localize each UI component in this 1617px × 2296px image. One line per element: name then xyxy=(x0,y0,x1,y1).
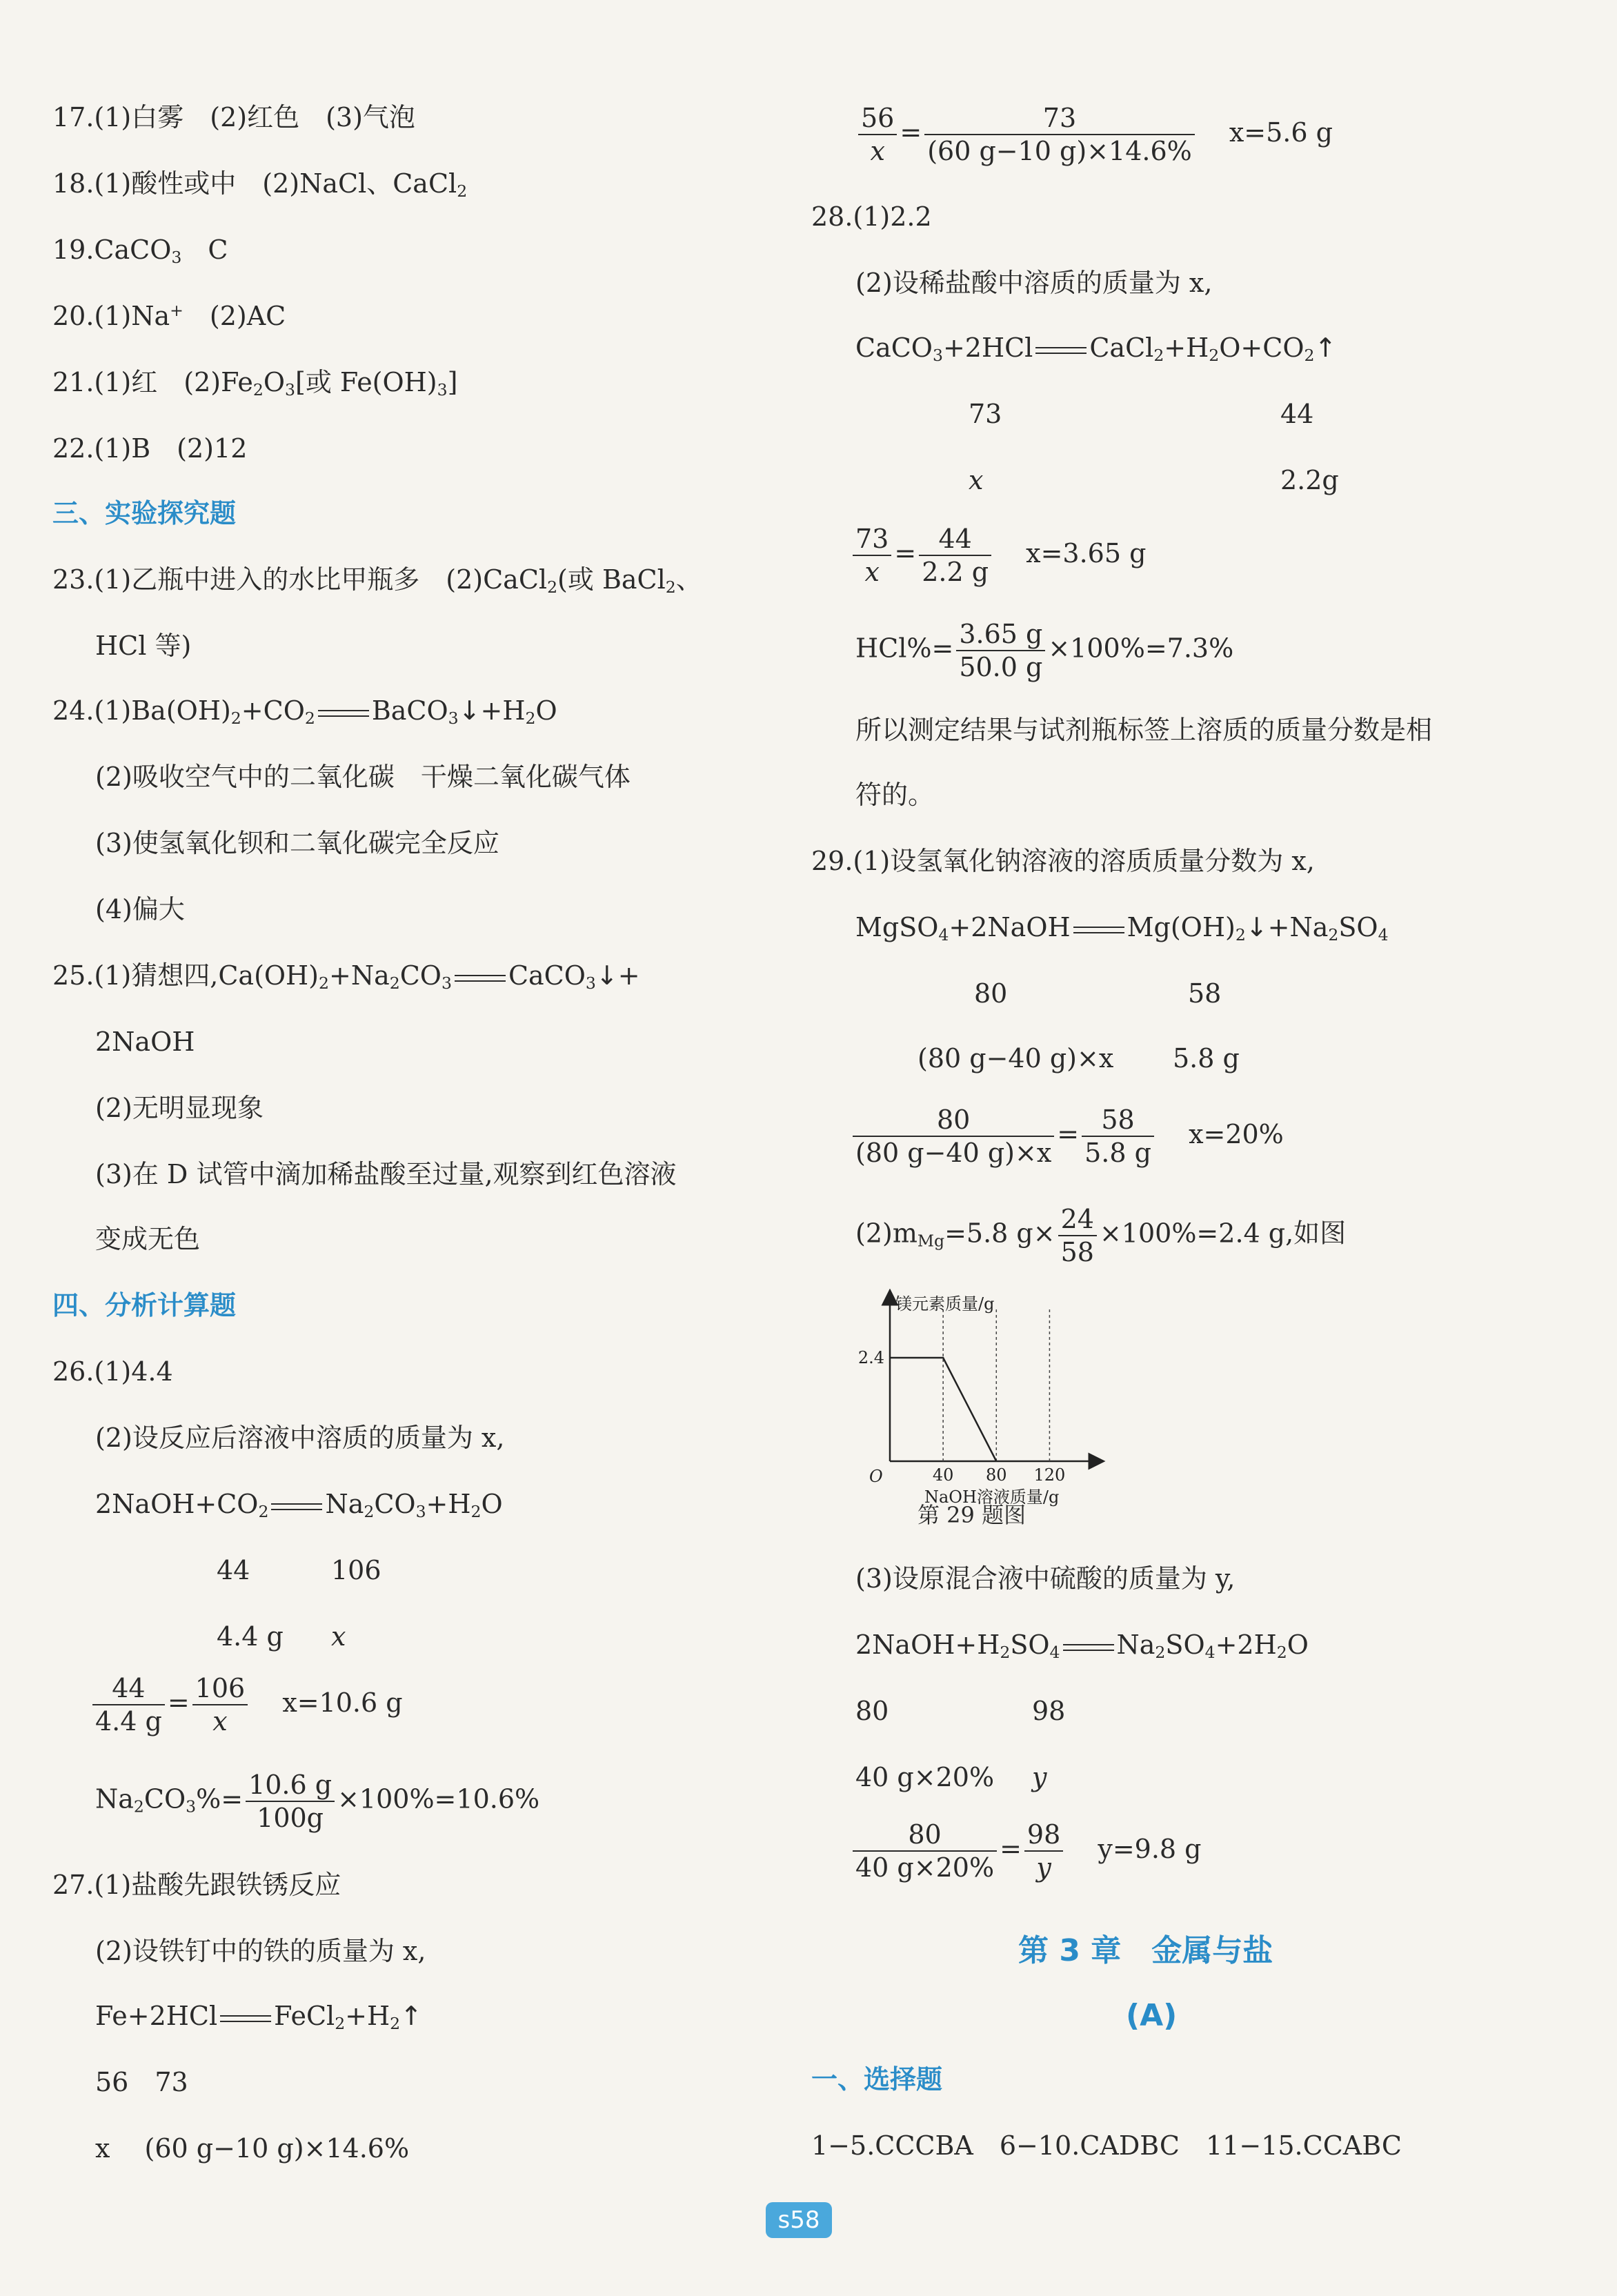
fraction: $\frac{10.6 g}{100g}$ xyxy=(246,1769,335,1834)
x-tick-label-120: 120 xyxy=(1033,1465,1066,1485)
chapter-title: 第 3 章 金属与盐 xyxy=(1018,1933,1273,1968)
fraction: $\frac{24}{58}$ xyxy=(1058,1203,1097,1268)
percent-26: $Na_2CO_3\%=$ $\frac{10.6 g}{100g}$ ×100%=10.6% xyxy=(95,1770,540,1833)
fraction: $\frac{44}{2.2 g}$ xyxy=(919,523,991,588)
ratio-29-h: y xyxy=(1032,1762,1047,1792)
answer-21: 21.(1)红 $(2)Fe_2O_3$[或 $Fe(OH)_3$] xyxy=(52,367,458,399)
proportion-26: $\frac{44}{4.4 g}$ = $\frac{106}{x}$ x=10.6 g xyxy=(90,1672,403,1737)
ratio-27-b: x (60 g−10 g)×14.6% xyxy=(95,2133,410,2164)
ratio-27-a: 56 73 xyxy=(95,2067,188,2097)
answer-29-equation2: $2NaOH+H_2SO_4$ $Na_2SO_4+2H_2O$ xyxy=(855,1630,1309,1662)
page-number-badge: s58 xyxy=(766,2202,832,2238)
section-heading-choice: 一、选择题 xyxy=(811,2064,943,2095)
chart-caption: 第 29 题图 xyxy=(917,1502,1026,1528)
ratio-28-d: 2.2g xyxy=(1280,465,1339,495)
answer-28-equation: CaCO$_3$+2HCl $CaCl_2+H_2O+CO_2↑$ xyxy=(855,333,1337,365)
answer-25-part3-cont: 变成无色 xyxy=(95,1224,201,1254)
fraction: $\frac{80}{40 g\times 20\%}$ xyxy=(853,1819,997,1883)
answer-29-equation: MgSO$_4$+2NaOH $Mg(OH)_2↓+Na_2SO_4$ xyxy=(855,912,1389,944)
x-axis-label: NaOH溶液质量/g xyxy=(924,1487,1060,1507)
ratio-28-b: 44 xyxy=(1280,399,1314,429)
answer-23-line2: HCl 等) xyxy=(95,631,192,661)
section-heading-experiment: 三、实验探究题 xyxy=(52,498,237,528)
answer-28-part2: (2)设稀盐酸中溶质的质量为 x, xyxy=(855,268,1213,298)
fraction: $\frac{44}{4.4 g}$ xyxy=(92,1672,165,1737)
answer-22: 22.(1)B (2)12 xyxy=(52,433,248,464)
answer-27-part1: 27.(1)盐酸先跟铁锈反应 xyxy=(52,1870,341,1900)
fraction: $\frac{56}{x}$ xyxy=(858,102,897,167)
answer-25-line2: 2NaOH xyxy=(95,1027,195,1057)
answer-23-line1: 23.(1)乙瓶中进入的水比甲瓶多 (2)CaCl$_2$(或 BaCl$_2$、 xyxy=(52,564,702,597)
proportion-27: $\frac{56}{x}$ = $\frac{73}{(60 g-10 g)\times 14.6\%}$ x=5.6 g xyxy=(855,102,1333,167)
fraction: $\frac{106}{x}$ xyxy=(192,1672,248,1737)
fraction: $\frac{58}{5.8 g}$ xyxy=(1082,1104,1154,1169)
fraction: $\frac{80}{(80 g-40 g)\times x}$ xyxy=(853,1104,1054,1169)
answer-25-part2: (2)无明显现象 xyxy=(95,1093,264,1123)
answer-18: 18.(1)酸性或中 (2)NaCl、CaCl$_2$ xyxy=(52,168,468,201)
origin-label: O xyxy=(869,1467,883,1486)
fraction: $\frac{73}{x}$ xyxy=(853,523,891,588)
ratio-26-d: x xyxy=(331,1621,346,1652)
answer-26-equation: $2NaOH+CO_2$ $Na_2CO_3+H_2O$ xyxy=(95,1489,503,1521)
answer-19: 19.CaCO$_3$ C xyxy=(52,235,228,267)
answer-28-conclusion-cont: 符的。 xyxy=(855,780,935,810)
section-heading-calculation: 四、分析计算题 xyxy=(52,1290,237,1320)
answer-29-part1: 29.(1)设氢氧化钠溶液的溶质质量分数为 x, xyxy=(811,846,1315,876)
ratio-26-b: 106 xyxy=(331,1555,381,1585)
answer-24-equation: $24.(1)Ba(OH)_2+CO_2$ $BaCO_3↓+H_2O$ xyxy=(52,695,557,728)
x-tick-label-40: 40 xyxy=(932,1465,954,1485)
proportion-29-b: $\frac{80}{40 g\times 20\%}$ = $\frac{98}{y}$ y=9.8 g xyxy=(850,1819,1202,1883)
x-tick-label-80: 80 xyxy=(986,1465,1007,1485)
y-tick-label-2.4: 2.4 xyxy=(857,1348,884,1367)
ratio-29-d: 5.8 g xyxy=(1173,1043,1240,1073)
ratio-29-e: 80 xyxy=(855,1696,889,1726)
answer-27-equation: Fe+2HCl $FeCl_2+H_2↑$ xyxy=(95,2001,422,2033)
answer-24-part3: (3)使氢氧化钡和二氧化碳完全反应 xyxy=(95,828,499,858)
ratio-28-c: x xyxy=(969,465,984,495)
magnesium-mass-chart xyxy=(849,1289,1111,1523)
answer-27-part2: (2)设铁钉中的铁的质量为 x, xyxy=(95,1936,426,1966)
answer-28-part1: 28.(1)2.2 xyxy=(811,201,932,232)
answer-25-line1: 25.(1)猜想四$,Ca(OH)_2+Na_2CO_3$ CaCO$_3$↓+ xyxy=(52,960,640,993)
chapter-part-label: (A) xyxy=(1126,1998,1178,2033)
fraction: $\frac{98}{y}$ xyxy=(1024,1819,1063,1883)
answer-26-part1: 26.(1)4.4 xyxy=(52,1356,173,1387)
fraction: $\frac{3.65 g}{50.0 g}$ xyxy=(956,618,1045,683)
percent-28: HCl%= $\frac{3.65 g}{50.0 g}$ ×100%=7.3% xyxy=(855,619,1234,682)
ratio-26-a: 44 xyxy=(217,1555,250,1585)
ratio-29-g: 40 g×20% xyxy=(855,1762,995,1792)
ratio-29-f: 98 xyxy=(1032,1696,1066,1726)
ratio-29-a: 80 xyxy=(974,978,1008,1009)
answer-20: 20.(1)Na+ (2)AC xyxy=(52,301,286,331)
ratio-29-b: 58 xyxy=(1188,978,1222,1009)
answer-29-part3: (3)设原混合液中硫酸的质量为 y, xyxy=(855,1563,1236,1594)
ratio-29-c: (80 g−40 g)×x xyxy=(917,1043,1114,1073)
ratio-26-c: 4.4 g xyxy=(217,1621,284,1652)
answer-24-part2: (2)吸收空气中的二氧化碳 干燥二氧化碳气体 xyxy=(95,762,631,792)
answer-25-part3: (3)在 D 试管中滴加稀盐酸至过量,观察到红色溶液 xyxy=(95,1159,677,1189)
y-axis-label: 镁元素质量/g xyxy=(895,1294,995,1314)
answer-24-part4: (4)偏大 xyxy=(95,894,185,924)
answer-17: 17.(1)白雾 (2)红色 (3)气泡 xyxy=(52,102,415,132)
fraction: $\frac{73}{(60 g-10 g)\times 14.6\%}$ xyxy=(924,102,1195,167)
ratio-28-a: 73 xyxy=(969,399,1002,429)
multiple-choice-answers: 1−5.CCCBA 6−10.CADBC 11−15.CCABC xyxy=(811,2130,1402,2161)
answer-26-part2: (2)设反应后溶液中溶质的质量为 x, xyxy=(95,1423,505,1453)
proportion-28: $\frac{73}{x}$ = $\frac{44}{2.2 g}$ x=3.65 g xyxy=(850,523,1146,588)
answer-29-part2: $(2)m_{Mg}=5.8$ g× $\frac{24}{58}$ ×100%=2.4 g,如图 xyxy=(855,1204,1347,1267)
answer-28-conclusion: 所以测定结果与试剂瓶标签上溶质的质量分数是相 xyxy=(855,715,1433,745)
proportion-29: $\frac{80}{(80 g-40 g)\times x}$ = $\frac{58}{5.8 g}$ x=20% xyxy=(850,1104,1284,1169)
